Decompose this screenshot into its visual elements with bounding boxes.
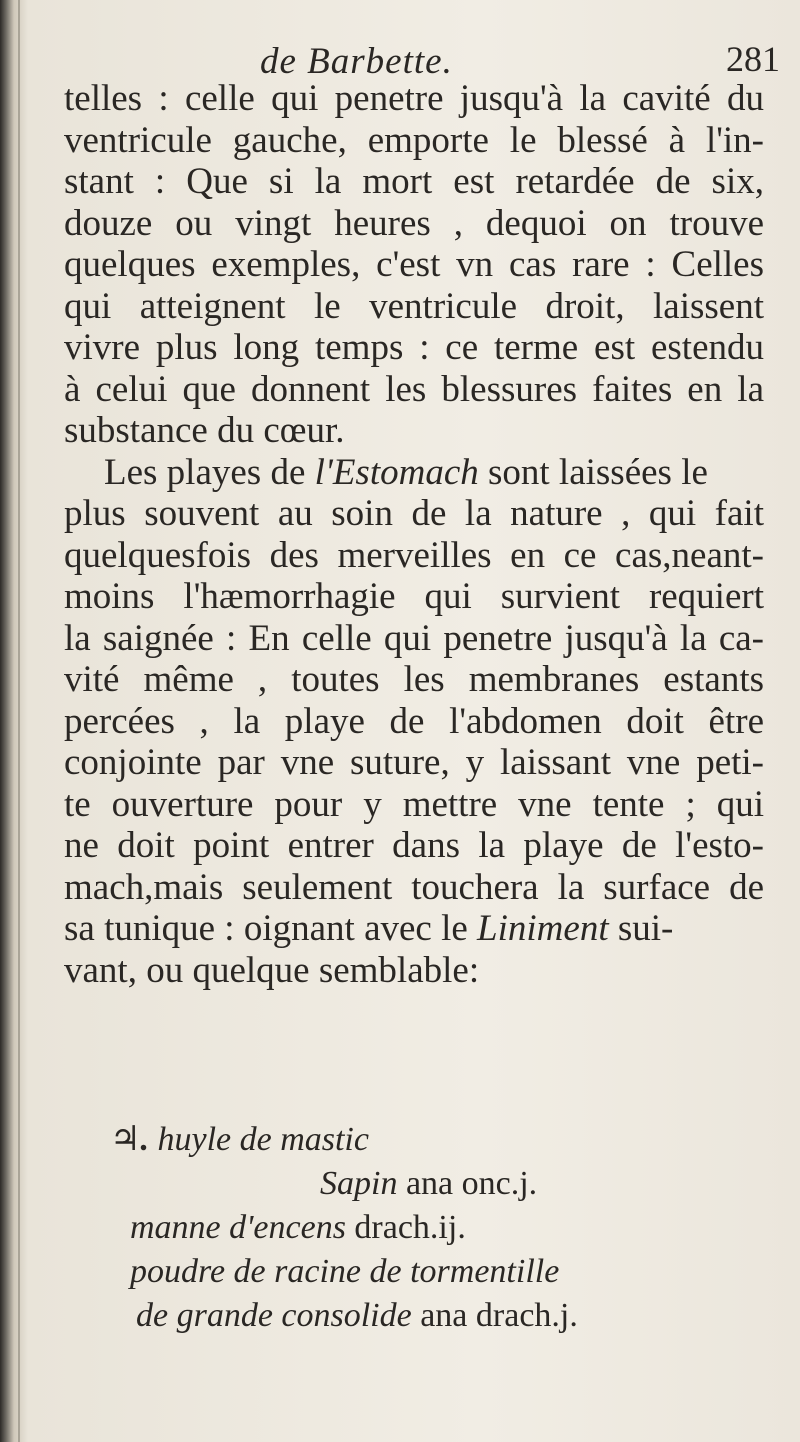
- ingredient: Sapin: [320, 1165, 398, 1202]
- recipe-line: [110, 1250, 710, 1294]
- recipe-symbol: ♃.: [110, 1121, 149, 1158]
- paragraph-start-line: [64, 452, 764, 494]
- page-number: 281: [726, 39, 780, 79]
- text-line: qui atteignent le ventricule droit, laissent: [64, 285, 764, 327]
- text-line: substance du cœur.: [64, 410, 345, 451]
- text-line: à celui que donnent les blessures faites en la: [64, 368, 764, 410]
- recipe-line: [110, 1118, 710, 1162]
- running-head: de Barbette.: [260, 41, 453, 82]
- recipe-line: [110, 1206, 710, 1250]
- recipe-line: [110, 1162, 710, 1206]
- text-line: vité même , toutes les membranes estants: [64, 659, 764, 700]
- ingredient: manne d'encens: [130, 1209, 346, 1246]
- dosage: ana drach.j.: [411, 1297, 578, 1334]
- text-fragment: sont laissées le: [478, 451, 708, 493]
- text-line: quelquesfois des merveilles en ce cas,neant-: [64, 534, 764, 576]
- text-line: moins l'hæmorrhagie qui survient requiert: [64, 576, 764, 617]
- text-line: ne doit point entrer dans la playe de l'esto-: [64, 825, 764, 866]
- dosage: drach.ij.: [345, 1209, 466, 1246]
- ingredient: de grande consolide: [136, 1297, 412, 1334]
- text-line: plus souvent au soin de la nature , qui fait: [64, 493, 764, 534]
- text-fragment: Les playes de: [104, 451, 315, 493]
- text-line: stant : Que si la mort est retardée de six,: [64, 161, 764, 202]
- text-line: [64, 908, 764, 950]
- body-text: [64, 78, 764, 991]
- text-line: quelques exemples, c'est vn cas rare : Celles: [64, 244, 764, 285]
- text-fragment: sui-: [608, 908, 674, 949]
- ingredient: poudre de racine de tormentille: [130, 1253, 560, 1290]
- text-line: douze ou vingt heures , dequoi on trouve: [64, 202, 764, 244]
- page-gutter: [18, 0, 20, 1442]
- text-line: vant, ou quelque semblable:: [64, 949, 480, 991]
- recipe-block: [110, 1118, 710, 1338]
- text-line: ventricule gauche, emporte le blessé à l'in-: [64, 119, 764, 161]
- recipe-line: [110, 1294, 710, 1338]
- text-fragment: sa tunique : oignant avec le: [64, 908, 478, 949]
- ingredient: huyle de mastic: [157, 1121, 369, 1158]
- text-line: la saignée : En celle qui penetre jusqu'à la ca-: [64, 617, 764, 659]
- italic-term: Liniment: [477, 908, 609, 949]
- text-line: te ouverture pour y mettre vne tente ; qui: [64, 783, 764, 825]
- text-line: percées , la playe de l'abdomen doit être: [64, 700, 764, 742]
- text-line: mach,mais seulement touchera la surface de: [64, 866, 764, 908]
- text-line: vivre plus long temps : ce terme est estendu: [64, 327, 764, 368]
- italic-term: l'Estomach: [314, 451, 479, 493]
- text-line: conjointe par vne suture, y laissant vne peti-: [64, 742, 764, 783]
- text-line: telles : celle qui penetre jusqu'à la cavité du: [64, 78, 764, 119]
- dosage: ana onc.j.: [397, 1165, 538, 1202]
